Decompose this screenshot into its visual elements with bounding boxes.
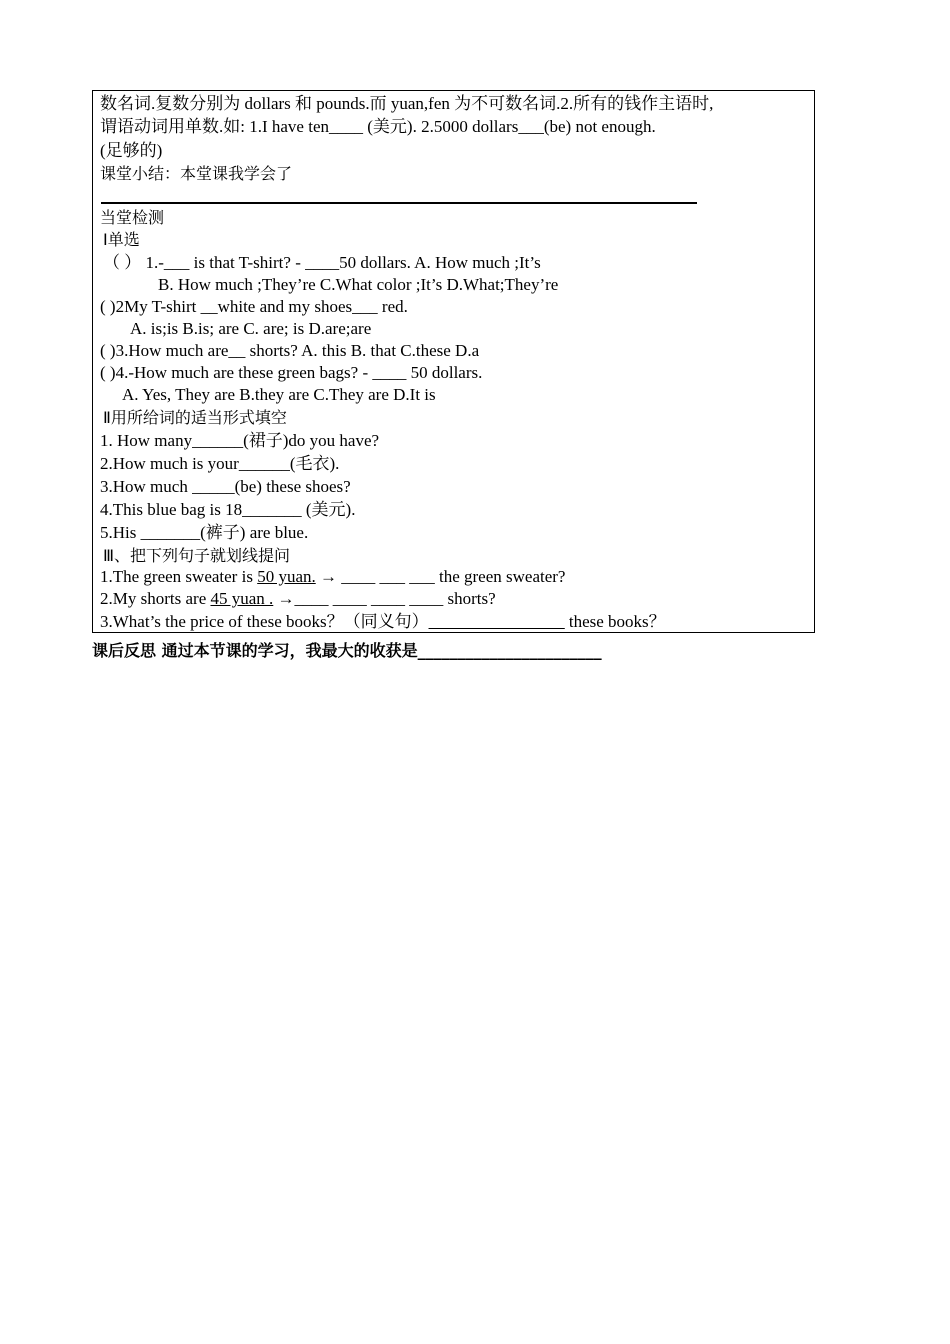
summary-prompt: 课堂小结：本堂课我学会了: [100, 164, 293, 183]
note-line-2: 谓语动词用单数.如: 1.I have ten____ (美元). 2.5000 dollars___(be) not enough.: [100, 117, 656, 136]
rewrite-item-2: 2.My shorts are 45 yuan . →____ ____ ____ ____ shorts?: [100, 589, 496, 608]
reflection-footer: 课后反思 通过本节课的学习，我最大的收获是_______________________: [92, 641, 602, 660]
note-line-3: (足够的): [100, 141, 163, 160]
question-2-options: A. is;is B.is; are C. are; is D.are;are: [130, 319, 372, 338]
section-heading-test: 当堂检测: [100, 208, 165, 227]
question-2: ( )2My T-shirt __white and my shoes___ red.: [100, 297, 408, 316]
fill-item-4: 4.This blue bag is 18_______ (美元).: [100, 500, 356, 519]
note-line-1: 数名词.复数分别为 dollars 和 pounds.而 yuan,fen 为不可数名词.2.所有的钱作主语时,: [100, 94, 714, 113]
part-3-heading: Ⅲ、把下列句子就划线提问: [103, 546, 291, 565]
answer-blanks: _____ _____ _____: [428, 612, 565, 631]
underlined-answer: 45 yuan .: [210, 589, 274, 608]
question-4-options: A. Yes, They are B.they are C.They are D.It is: [122, 385, 436, 404]
fill-item-3: 3.How much _____(be) these shoes?: [100, 477, 351, 496]
fill-item-5: 5.His _______(裤子) are blue.: [100, 523, 309, 542]
rewrite-item-3: 3.What’s the price of these books？（同义句）_____ _____ _____ these books？: [100, 612, 666, 631]
summary-answer-line: [101, 202, 697, 204]
question-3: ( )3.How much are__ shorts? A. this B. that C.these D.a: [100, 341, 480, 360]
question-1: （ ） 1.-___ is that T-shirt? - ____50 dollars. A. How much ;It’s: [103, 253, 541, 272]
underlined-answer: 50 yuan.: [257, 567, 316, 586]
rewrite-item-1: 1.The green sweater is 50 yuan. → ____ ___ ___ the green sweater?: [100, 567, 566, 586]
part-2-heading: Ⅱ用所给词的适当形式填空: [103, 408, 287, 427]
question-1-options: B. How much ;They’re C.What color ;It’s D.What;They’re: [158, 275, 559, 294]
fill-item-1: 1. How many______(裙子)do you have?: [100, 431, 380, 450]
part-1-heading: Ⅰ单选: [103, 230, 140, 249]
question-4: ( )4.-How much are these green bags? - ____ 50 dollars.: [100, 363, 483, 382]
fill-item-2: 2.How much is your______(毛衣).: [100, 454, 340, 473]
